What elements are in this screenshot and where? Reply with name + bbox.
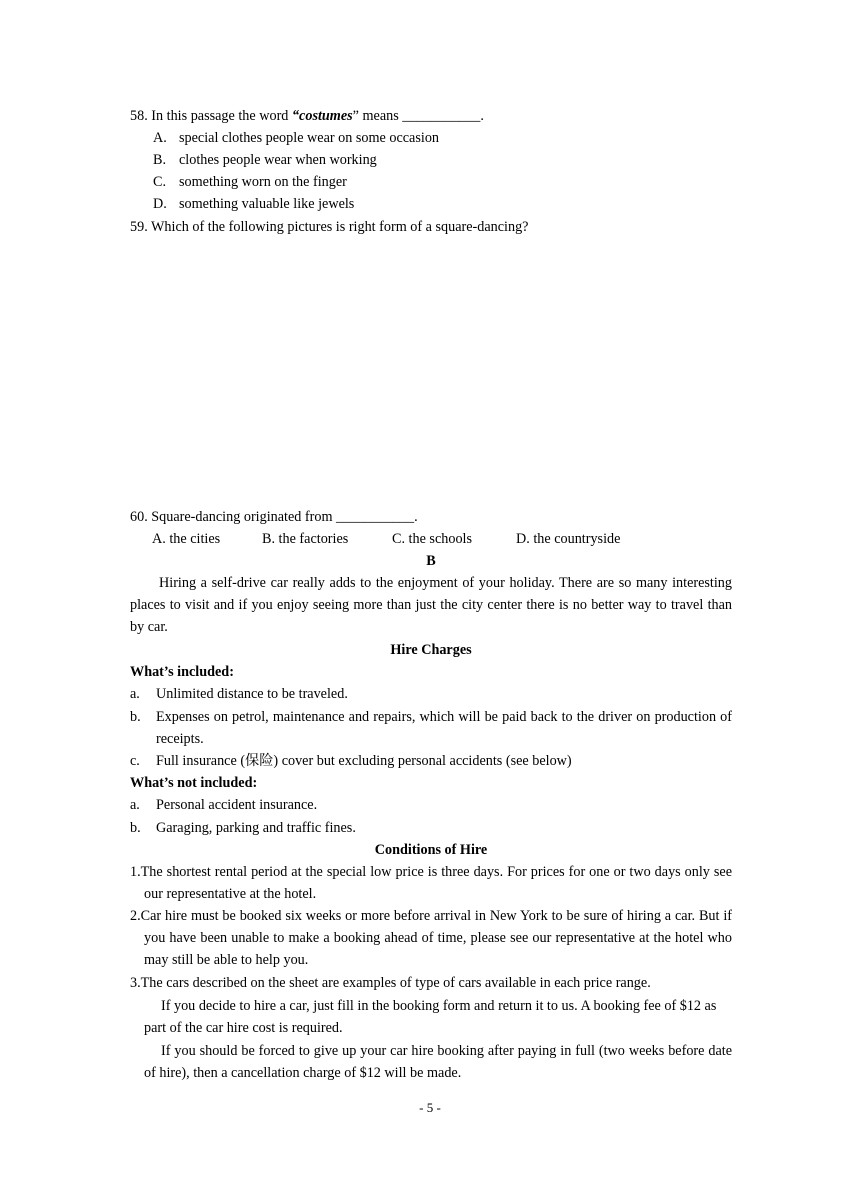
picture-area-blank (130, 250, 732, 500)
included-c-text: Full insurance (保险) cover but excluding personal accidents (see below) (156, 753, 572, 769)
option-text: something worn on the finger (179, 174, 347, 190)
q58-option-b (153, 149, 377, 171)
page-number: - 5 - (419, 1100, 441, 1115)
included-b-letter: b. (130, 709, 141, 725)
included-c-letter: c. (130, 753, 140, 769)
not-included-b-letter: b. (130, 820, 141, 836)
q60-options-row (152, 528, 620, 550)
booking-paragraph: If you decide to hire a car, just fill in the booking form and return it to us. A booking fee of $12 as part of the car hire cost is required. (144, 998, 717, 1036)
q60-option-a: A. the cities (152, 531, 221, 547)
included-b-text: Expenses on petrol, maintenance and repairs, which will be paid back to the driver on production of receipts. (156, 709, 732, 747)
option-text: something valuable like jewels (179, 196, 355, 212)
not-included-b-text: Garaging, parking and traffic fines. (156, 820, 356, 836)
q58-option-a (153, 127, 439, 149)
q60-option-b: B. the factories (262, 531, 349, 547)
section-b-heading: B (426, 553, 436, 569)
q58-keyword: “costumes (291, 108, 353, 124)
question-59: 59. Which of the following pictures is right form of a square-dancing? (130, 219, 529, 235)
option-letter: D. (153, 196, 167, 212)
q58-option-c (153, 171, 347, 193)
q58-option-d (153, 193, 354, 215)
q58-prefix: 58. In this passage the word (130, 108, 292, 124)
option-letter: B. (153, 152, 167, 168)
not-included-heading: What’s not included: (130, 775, 258, 791)
cancellation-paragraph: If you should be forced to give up your car hire booking after paying in full (two weeks before date of hire), then a cancellation charge of $12 will be made. (144, 1043, 732, 1081)
question-58 (130, 105, 484, 127)
option-letter: A. (153, 130, 167, 146)
question-60: 60. Square-dancing originated from ___________. (130, 509, 418, 525)
condition-1: 1.The shortest rental period at the special low price is three days. For prices for one or two days only see our representative at the hotel. (130, 864, 732, 902)
condition-3: 3.The cars described on the sheet are examples of type of cars available in each price range. (130, 975, 651, 991)
included-heading: What’s included: (130, 664, 234, 680)
q58-suffix: ” means ___________. (352, 108, 484, 124)
q60-option-c: C. the schools (392, 531, 472, 547)
conditions-heading: Conditions of Hire (374, 842, 488, 858)
included-a-letter: a. (130, 686, 140, 702)
section-b-intro: Hiring a self-drive car really adds to the enjoyment of your holiday. There are so many interesting places to visit and if you enjoy seeing more than just the city center there is no better way to travel than by car. (130, 575, 732, 635)
condition-2: 2.Car hire must be booked six weeks or more before arrival in New York to be sure of hiring a car. But if you have been unable to make a booking ahead of time, please see our representative at the hotel who may still be able to help you. (130, 908, 732, 968)
option-letter: C. (153, 174, 167, 190)
included-a-text: Unlimited distance to be traveled. (156, 686, 348, 702)
not-included-a-text: Personal accident insurance. (156, 797, 318, 813)
not-included-a-letter: a. (130, 797, 140, 813)
q60-option-d: D. the countryside (516, 531, 621, 547)
option-text: special clothes people wear on some occasion (179, 130, 440, 146)
hire-charges-heading: Hire Charges (390, 642, 472, 658)
option-text: clothes people wear when working (179, 152, 377, 168)
